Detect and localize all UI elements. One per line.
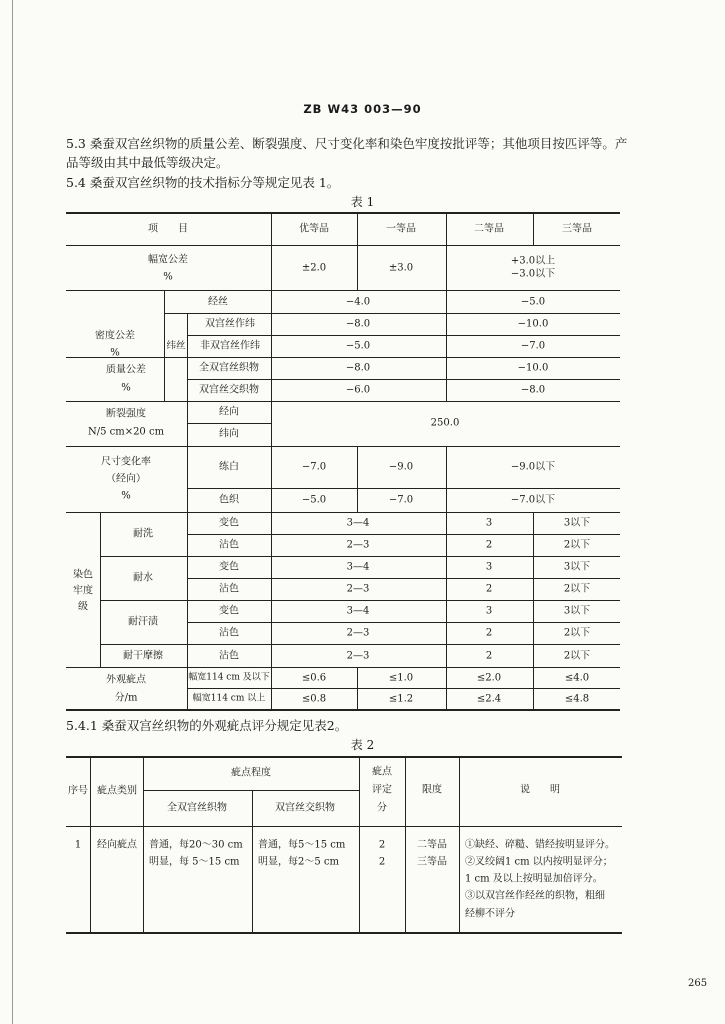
t1-header-grade2: 一等品 [386,223,416,235]
dim-c-1: −7.0以下 [510,494,556,506]
t2-row1-limit1: 二等品 [417,839,447,851]
fastness-group-1: 耐水 [133,572,153,584]
width-tol-g34b: −3.0以下 [510,268,556,280]
strength-label: 断裂强度 [106,408,146,420]
t2-header-score2: 评定 [372,784,392,796]
dim-sub-0: 练白 [219,461,239,473]
f-sub-1-0: 变色 [219,561,239,573]
defects-unit: 分/m [114,692,138,704]
f-b-3-0: 2 [485,650,493,662]
dim-b-0: −9.0 [388,461,414,473]
f-c-2-1: 2以下 [563,627,591,639]
defects-sub-0: 幅宽114 cm 及以下 [188,672,270,683]
density-a-1: −8.0 [345,318,371,330]
t2-row1-score2: 2 [378,856,386,868]
t2-row1-note5: 经柳不评分 [465,908,515,920]
dim-label: 尺寸变化率 [101,456,151,468]
density-unit: % [110,347,120,359]
f-b-2-0: 3 [485,605,493,617]
t2-header-seq: 序号 [68,785,88,797]
mass-a-0: −8.0 [345,362,371,374]
fastness-label1: 染色 [73,569,93,581]
t2-row1-note4: ③以双宫丝作经丝的织物，粗细 [465,890,605,902]
f-c-0-0: 3以下 [563,517,591,529]
defects-0-g2: ≤1.0 [388,672,414,684]
paragraph-5-4: 5.4 桑蚕双宫丝织物的技术指标分等规定见表 1。 [66,175,340,190]
f-sub-0-0: 变色 [219,517,239,529]
strength-weft: 纬向 [219,428,239,440]
density-sub-0: 经丝 [208,296,228,308]
f-a-0-0: 3—4 [346,517,370,529]
fastness-group-0: 耐洗 [133,528,153,540]
t1-header-grade4: 三等品 [562,223,592,235]
table2-caption: 表 2 [350,738,375,752]
f-b-0-1: 2 [485,539,493,551]
mass-label: 质量公差 [106,364,146,376]
dim-b-1: −7.0 [388,494,414,506]
f-a-2-1: 2—3 [346,627,370,639]
mass-b-0: −10.0 [517,362,549,374]
width-tol-g34a: +3.0以上 [510,255,556,267]
density-label: 密度公差 [95,330,135,342]
dim-direction: （经向） [106,473,146,485]
f-c-3-0: 2以下 [563,650,591,662]
mass-b-1: −8.0 [520,384,546,396]
defects-1-g3: ≤2.4 [476,693,502,705]
fastness-unit: 级 [78,601,88,613]
defects-sub-1: 幅宽114 cm 以上 [192,693,266,704]
dim-a-0: −7.0 [301,461,327,473]
paragraph-5-4-1: 5.4.1 桑蚕双宫丝织物的外观疵点评分规定见表2。 [66,718,348,733]
f-a-0-1: 2—3 [346,539,370,551]
mass-a-1: −6.0 [345,384,371,396]
density-sub-1: 双宫丝作纬 [205,318,255,330]
t1-header-item: 项 目 [148,223,188,235]
t2-row1-type: 经向疵点 [97,839,137,851]
width-tol-g1: ±2.0 [301,262,327,274]
t2-row1-note2: ②叉绞阔1 cm 以内按明显评分； [465,856,613,868]
f-sub-3-0: 沾色 [219,650,239,662]
t1-header-grade3: 二等品 [474,223,504,235]
f-b-0-0: 3 [485,517,493,529]
f-a-3-0: 2—3 [346,650,370,662]
density-weft: 纬丝 [166,340,186,352]
fastness-group-3: 耐干摩擦 [123,650,163,662]
mass-sub-1: 双宫丝交织物 [199,384,259,396]
t2-header-mixed: 双宫丝交织物 [275,802,335,814]
t2-header-score3: 分 [377,802,387,814]
f-c-0-1: 2以下 [563,539,591,551]
f-c-2-0: 3以下 [563,605,591,617]
dim-c-0: −9.0以下 [510,461,556,473]
width-tol-unit: % [163,271,173,283]
defects-0-g4: ≤4.0 [564,672,590,684]
defects-0-g3: ≤2.0 [476,672,502,684]
fastness-label2: 牢度 [73,585,93,597]
f-a-2-0: 3—4 [346,605,370,617]
dim-unit: % [121,490,131,502]
page-header: ZB W43 003—90 [303,102,422,116]
strength-value: 250.0 [430,417,460,429]
f-c-1-0: 3以下 [563,561,591,573]
density-b-0: −5.0 [520,296,546,308]
width-tol-label: 幅宽公差 [148,254,188,266]
t2-header-score1: 疵点 [372,766,392,778]
dim-sub-1: 色织 [219,494,239,506]
t2-header-limit: 限度 [422,784,442,796]
t2-row1-note3: 1 cm 及以上按明显加倍评分。 [465,873,603,885]
f-a-1-0: 3—4 [346,561,370,573]
t2-row1-mixed1: 普通，每5～15 cm [258,839,346,851]
scan-margin-line [12,0,13,1024]
f-sub-0-1: 沾色 [219,539,239,551]
f-b-1-0: 3 [485,561,493,573]
t2-header-degree: 疵点程度 [231,767,271,779]
t2-header-full: 全双宫丝织物 [167,802,227,814]
table1-caption: 表 1 [350,195,375,209]
mass-unit: % [121,382,131,394]
t2-header-note: 说 明 [520,784,560,796]
f-a-1-1: 2—3 [346,583,370,595]
defects-0-g1: ≤0.6 [301,672,327,684]
t2-row1-full1: 普通，每20～30 cm [149,839,243,851]
strength-unit: N/5 cm×20 cm [87,426,165,438]
t2-row1-limit2: 三等品 [417,856,447,868]
strength-warp: 经向 [219,406,239,418]
defects-1-g4: ≤4.8 [564,693,590,705]
f-c-1-1: 2以下 [563,583,591,595]
t2-row1-note1: ①缺经、碎糙、错经按明显评分。 [465,839,615,851]
dim-a-1: −5.0 [301,494,327,506]
density-a-0: −4.0 [345,296,371,308]
mass-sub-0: 全双宫丝织物 [199,362,259,374]
fastness-group-2: 耐汗渍 [128,616,158,628]
paragraph-5-3-line2: 品等级由其中最低等级决定。 [66,155,229,170]
t1-header-grade1: 优等品 [299,223,329,235]
defects-label: 外观疵点 [106,674,146,686]
t2-row1-seq: 1 [74,839,82,851]
t2-row1-mixed2: 明显，每2～5 cm [258,856,339,868]
t2-row1-full2: 明显，每 5～15 cm [149,856,240,868]
f-b-2-1: 2 [485,627,493,639]
density-a-2: −5.0 [345,340,371,352]
t2-header-type: 疵点类别 [97,785,137,797]
defects-1-g1: ≤0.8 [301,693,327,705]
f-b-1-1: 2 [485,583,493,595]
f-sub-1-1: 沾色 [219,583,239,595]
f-sub-2-1: 沾色 [219,627,239,639]
width-tol-g2: ±3.0 [388,262,414,274]
f-sub-2-0: 变色 [219,605,239,617]
density-sub-2: 非双宫丝作纬 [200,340,260,352]
page-number: 265 [688,978,708,989]
paragraph-5-3-line1: 5.3 桑蚕双宫丝织物的质量公差、断裂强度、尺寸变化率和染色牢度按批评等；其他项目按匹评等。产 [66,136,628,151]
density-b-2: −7.0 [520,340,546,352]
density-b-1: −10.0 [517,318,549,330]
t2-row1-score1: 2 [378,839,386,851]
defects-1-g2: ≤1.2 [388,693,414,705]
